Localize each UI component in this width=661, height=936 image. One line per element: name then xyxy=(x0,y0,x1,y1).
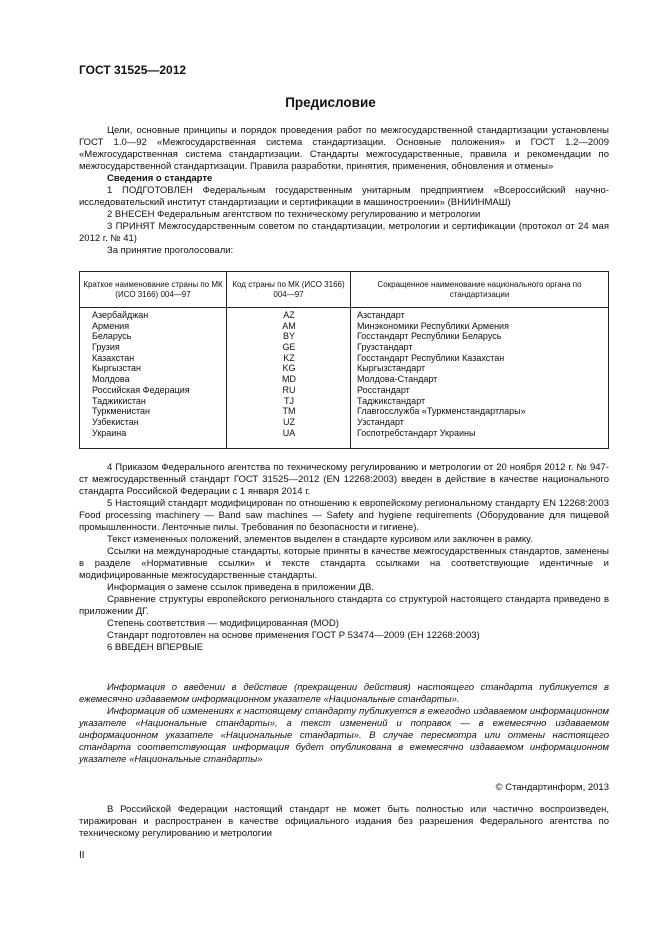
item-6: 6 ВВЕДЕН ВПЕРВЫЕ xyxy=(107,642,204,653)
country-name: Армения xyxy=(92,320,130,331)
table-row xyxy=(80,310,608,321)
country-code: MD xyxy=(282,374,296,385)
table-row xyxy=(80,363,608,374)
intro-paragraph: Цели, основные принципы и порядок проведения работ по межгосударственной стандартизации установлены ГОСТ 1.0—92 «Межгосударственная система стандартизации. Основные положения» и ГОСТ 1.2—2009 «Межгосударственная система стандартизации. Стандарты межгосударственные, правила и рекомендации по межгосударственной стандартизации. Правила разработки, принятия, применения, обновления и отмены» xyxy=(79,125,609,172)
structure-comparison-note: Сравнение структуры европейского регионального стандарта со структурой настоящего стандарта приведено в приложении ДГ. xyxy=(79,594,609,617)
country-code: BY xyxy=(282,331,295,342)
table-header-country: Краткое наименование страны по МК (ИСО 3166) 004—97 xyxy=(80,272,227,308)
publication-info xyxy=(79,682,609,766)
standards-body: Азстандарт xyxy=(357,310,405,320)
country-name: Российская Федерация xyxy=(92,384,190,395)
country-code: TJ xyxy=(284,395,294,406)
details-section xyxy=(79,462,609,654)
standards-body: Росстандарт xyxy=(357,384,410,395)
item-1: 1 ПОДГОТОВЛЕН Федеральным государственным унитарным предприятием «Всероссийский научно-исследовательский институт стандартизации и сертификации в машиностроении» (ВНИИНМАШ) xyxy=(79,185,609,208)
country-name: Казахстан xyxy=(92,352,135,363)
standards-body: Госстандарт Республики Казахстан xyxy=(357,352,505,363)
country-code: UA xyxy=(282,427,296,438)
document-id-header: ГОСТ 31525—2012 xyxy=(79,63,187,77)
country-code: KG xyxy=(282,363,296,374)
country-name: Азербайджан xyxy=(92,310,149,320)
voted-label: За принятие проголосовали: xyxy=(107,245,234,256)
country-code: KZ xyxy=(283,352,295,363)
standards-body: Главгосслужба «Туркменстандартлары» xyxy=(357,406,526,417)
legal-section xyxy=(79,804,609,840)
country-code: UZ xyxy=(283,416,295,427)
table-row xyxy=(80,331,608,342)
item-4: 4 Приказом Федерального агентства по техническому регулированию и метрологии от 20 ноября 2012 г. № 947-ст межгосударственный стандарт ГОСТ 31525—2012 (EN 12268:2003) введен в действие в качестве национального стандарта Российской Федерации с 1 января 2014 г. xyxy=(79,462,609,497)
standards-body: Таджикстандарт xyxy=(357,395,426,406)
country-name: Грузия xyxy=(92,342,120,353)
country-name: Украина xyxy=(92,427,127,438)
publication-info-1: Информация о введении в действие (прекращении действия) настоящего стандарта публикуется в ежемесячно издаваемом информационном указателе «Национальные стандарты». xyxy=(79,682,609,705)
publication-info-2: Информация об изменениях к настоящему стандарту публикуется в ежегодно издаваемом информационном указателе «Национальные стандарты», а текст изменений и поправок — в ежемесячно издаваемом информационном указателе «Национальные стандарты». В случае пересмотра или отмены настоящего стандарта соответствующая информация будет опубликована в ежемесячно издаваемом информационном указателе «Национальные стандарты» xyxy=(79,706,609,765)
table-header-code: Код страны по МК (ИСО 3166) 004—97 xyxy=(227,272,351,308)
table-row xyxy=(80,406,608,417)
standards-body: Минэкономики Республики Армения xyxy=(357,320,509,331)
table-row xyxy=(80,396,608,407)
intro-section xyxy=(79,125,609,257)
item-2: 2 ВНЕСЕН Федеральным агентством по техническому регулированию и метрологии xyxy=(107,209,481,220)
standards-body: Узстандарт xyxy=(357,416,404,427)
basis-standard-note: Стандарт подготовлен на основе применения ГОСТ Р 53474—2009 (ЕН 12268:2003) xyxy=(107,630,480,641)
country-code: RU xyxy=(282,384,296,395)
country-name: Узбекистан xyxy=(92,416,139,427)
modified-text-note: Текст измененных положений, элементов выделен в стандарте курсивом или заключен в рамку. xyxy=(107,534,533,545)
table-header-body: Сокращенное наименование национального органа по стандартизации xyxy=(351,272,608,308)
standards-body: Госстандарт Республики Беларусь xyxy=(357,331,502,342)
table-row xyxy=(80,342,608,353)
item-3: 3 ПРИНЯТ Межгосударственным советом по стандартизации, метрологии и сертификации (протокол от 24 мая 2012 г. № 41) xyxy=(79,221,609,244)
country-code: TM xyxy=(282,406,296,417)
standards-body: Госпотребстандарт Украины xyxy=(357,427,476,438)
standards-body: Грузстандарт xyxy=(357,342,413,353)
table-row xyxy=(80,428,608,439)
standards-body: Молдова-Стандарт xyxy=(357,374,438,385)
page-title: Предисловие xyxy=(285,95,376,110)
country-name: Таджикистан xyxy=(92,395,146,406)
country-code: AM xyxy=(282,320,296,331)
country-code: AZ xyxy=(283,310,295,320)
country-name: Беларусь xyxy=(92,331,132,342)
table-row xyxy=(80,374,608,385)
about-heading: Сведения о стандарте xyxy=(107,173,213,184)
item-5: 5 Настоящий стандарт модифицирован по отношению к европейскому региональному стандарту EN 12268:2003 Food processing machinery — Band saw machines — Safety and hygiene requirements (Оборудование для пищевой промышленности. Ленточные пилы. Требования по безопасности и гигиене). xyxy=(79,498,609,533)
copyright-notice: © Стандартинформ, 2013 xyxy=(495,782,609,793)
table-row xyxy=(80,417,608,428)
table-body xyxy=(80,310,608,438)
legal-notice: В Российской Федерации настоящий стандарт не может быть полностью или частично воспроизведен, тиражирован и распространен в качестве официального издания без разрешения Федерального агентства по техническому регулированию и метрологии xyxy=(79,804,609,839)
references-replacement-note: Информация о замене ссылок приведена в приложении ДВ. xyxy=(107,582,374,593)
country-name: Молдова xyxy=(92,374,130,385)
table-row xyxy=(80,353,608,364)
table-row xyxy=(80,321,608,332)
page-number: II xyxy=(79,850,85,861)
country-name: Кыргызстан xyxy=(92,363,141,374)
country-name: Туркменистан xyxy=(92,406,151,417)
references-note: Ссылки на международные стандарты, которые приняты в качестве межгосударственных стандартов, заменены в разделе «Нормативные ссылки» и тексте стандарта ссылками на соответствующие идентичные и модифицированные межгосударственные стандарты. xyxy=(79,546,609,581)
standards-body: Кыргызстандарт xyxy=(357,363,426,374)
conformity-degree: Степень соответствия — модифицированная (MOD) xyxy=(107,618,339,629)
country-code: GE xyxy=(282,342,296,353)
countries-table xyxy=(79,271,609,449)
table-row xyxy=(80,385,608,396)
